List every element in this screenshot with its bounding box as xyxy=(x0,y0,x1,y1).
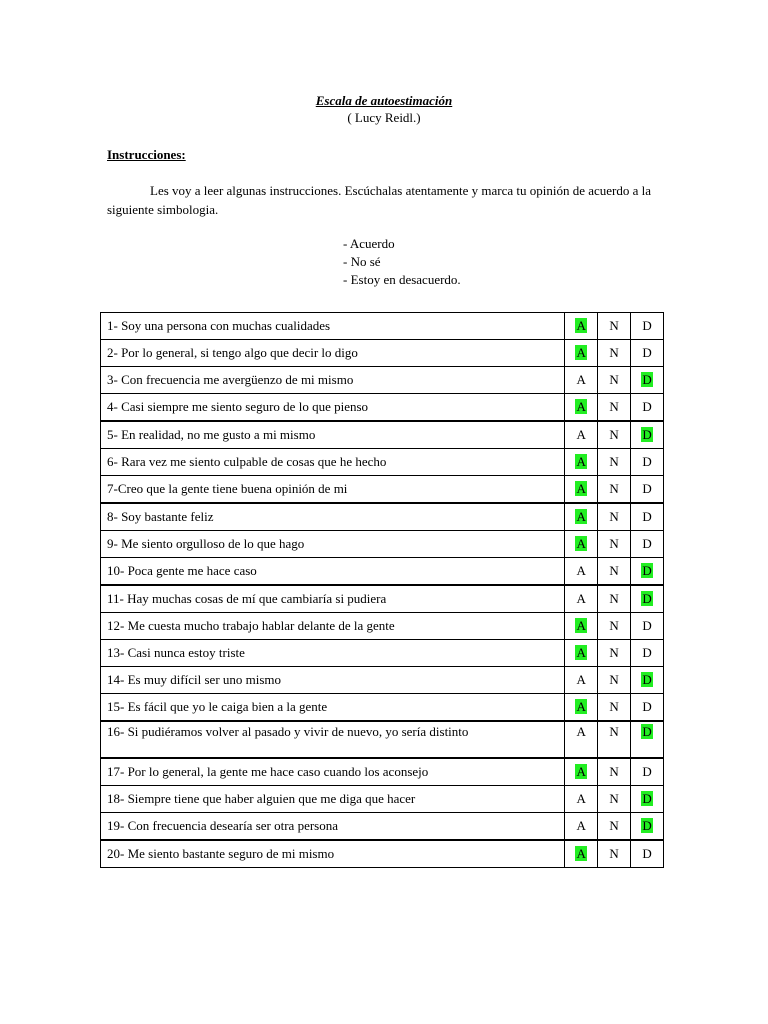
option-cell-a[interactable] xyxy=(565,786,598,813)
question-text: 15- Es fácil que yo le caiga bien a la gente xyxy=(101,694,565,722)
option-label: A xyxy=(576,345,586,360)
option-cell-d[interactable] xyxy=(631,531,664,558)
question-text: 1- Soy una persona con muchas cualidades xyxy=(101,313,565,340)
option-cell-d[interactable] xyxy=(631,421,664,449)
option-cell-d[interactable] xyxy=(631,758,664,786)
option-label: A xyxy=(576,764,586,779)
option-cell-a[interactable] xyxy=(565,640,598,667)
option-cell-a[interactable] xyxy=(565,585,598,613)
option-label: D xyxy=(642,672,652,687)
option-label: D xyxy=(642,536,652,551)
option-cell-n[interactable] xyxy=(598,667,631,694)
option-label: N xyxy=(609,591,619,606)
option-label: N xyxy=(609,345,619,360)
option-label: N xyxy=(609,454,619,469)
option-cell-n[interactable] xyxy=(598,813,631,841)
option-label: D xyxy=(642,345,652,360)
option-cell-n[interactable] xyxy=(598,786,631,813)
option-label: A xyxy=(576,699,586,714)
question-text: 6- Rara vez me siento culpable de cosas que he hecho xyxy=(101,449,565,476)
option-label: A xyxy=(576,372,586,387)
option-cell-n[interactable] xyxy=(598,640,631,667)
option-cell-a[interactable] xyxy=(565,313,598,340)
option-cell-d[interactable] xyxy=(631,840,664,868)
option-cell-d[interactable] xyxy=(631,476,664,504)
option-label: N xyxy=(609,509,619,524)
question-text: 20- Me siento bastante seguro de mi mismo xyxy=(101,840,565,868)
table-row xyxy=(101,367,664,394)
option-label: A xyxy=(576,481,586,496)
option-cell-a[interactable] xyxy=(565,667,598,694)
question-text: 16- Si pudiéramos volver al pasado y vivir de nuevo, yo sería distinto xyxy=(101,721,565,758)
option-label: A xyxy=(576,536,586,551)
option-cell-d[interactable] xyxy=(631,640,664,667)
question-text: 12- Me cuesta mucho trabajo hablar delante de la gente xyxy=(101,613,565,640)
table-row xyxy=(101,449,664,476)
option-cell-d[interactable] xyxy=(631,613,664,640)
option-cell-n[interactable] xyxy=(598,694,631,722)
table-row xyxy=(101,558,664,586)
option-label: N xyxy=(609,724,619,739)
table-row xyxy=(101,313,664,340)
option-cell-n[interactable] xyxy=(598,840,631,868)
option-cell-a[interactable] xyxy=(565,613,598,640)
option-cell-d[interactable] xyxy=(631,694,664,722)
option-cell-n[interactable] xyxy=(598,340,631,367)
option-cell-a[interactable] xyxy=(565,340,598,367)
option-label: A xyxy=(576,509,586,524)
option-label: D xyxy=(642,509,652,524)
instructions-heading: Instrucciones: xyxy=(107,147,186,162)
option-label: N xyxy=(609,699,619,714)
question-text: 13- Casi nunca estoy triste xyxy=(101,640,565,667)
option-cell-d[interactable] xyxy=(631,313,664,340)
option-cell-n[interactable] xyxy=(598,503,631,531)
option-cell-d[interactable] xyxy=(631,813,664,841)
option-cell-d[interactable] xyxy=(631,786,664,813)
option-cell-d[interactable] xyxy=(631,585,664,613)
option-label: D xyxy=(642,791,652,806)
option-label: A xyxy=(576,791,586,806)
question-text: 9- Me siento orgulloso de lo que hago xyxy=(101,531,565,558)
question-text: 14- Es muy difícil ser uno mismo xyxy=(101,667,565,694)
table-row xyxy=(101,476,664,504)
option-label: N xyxy=(609,791,619,806)
option-cell-n[interactable] xyxy=(598,476,631,504)
option-cell-n[interactable] xyxy=(598,758,631,786)
legend-item-agree: - Acuerdo xyxy=(343,236,395,251)
option-cell-n[interactable] xyxy=(598,394,631,422)
option-label: N xyxy=(609,645,619,660)
option-label: D xyxy=(642,563,652,578)
table-row xyxy=(101,813,664,841)
option-label: N xyxy=(609,427,619,442)
option-cell-d[interactable] xyxy=(631,667,664,694)
option-cell-a[interactable] xyxy=(565,503,598,531)
option-cell-a[interactable] xyxy=(565,694,598,722)
option-cell-n[interactable] xyxy=(598,585,631,613)
question-text: 19- Con frecuencia desearía ser otra persona xyxy=(101,813,565,841)
option-label: A xyxy=(576,591,586,606)
question-text: 5- En realidad, no me gusto a mi mismo xyxy=(101,421,565,449)
question-text: 18- Siempre tiene que haber alguien que me diga que hacer xyxy=(101,786,565,813)
question-text: 4- Casi siempre me siento seguro de lo que pienso xyxy=(101,394,565,422)
question-text: 11- Hay muchas cosas de mí que cambiaría si pudiera xyxy=(101,585,565,613)
option-label: A xyxy=(576,427,586,442)
option-cell-d[interactable] xyxy=(631,558,664,586)
legend-list xyxy=(343,235,461,289)
option-label: N xyxy=(609,536,619,551)
option-label: N xyxy=(609,563,619,578)
option-label: A xyxy=(576,399,586,414)
option-label: N xyxy=(609,399,619,414)
table-row xyxy=(101,503,664,531)
question-text: 7-Creo que la gente tiene buena opinión de mi xyxy=(101,476,565,504)
option-label: A xyxy=(576,618,586,633)
legend-item-disagree: - Estoy en desacuerdo. xyxy=(343,272,461,287)
option-cell-d[interactable] xyxy=(631,449,664,476)
option-cell-d[interactable] xyxy=(631,394,664,422)
option-cell-a[interactable] xyxy=(565,721,598,758)
table-row xyxy=(101,840,664,868)
table-row xyxy=(101,421,664,449)
table-row xyxy=(101,340,664,367)
option-label: D xyxy=(642,591,652,606)
option-label: N xyxy=(609,481,619,496)
option-cell-a[interactable] xyxy=(565,840,598,868)
option-label: N xyxy=(609,372,619,387)
option-label: N xyxy=(609,764,619,779)
question-text: 3- Con frecuencia me avergüenzo de mi mismo xyxy=(101,367,565,394)
option-label: D xyxy=(642,618,652,633)
option-label: D xyxy=(642,699,652,714)
table-row xyxy=(101,667,664,694)
option-label: A xyxy=(576,672,586,687)
author-line: ( Lucy Reidl.) xyxy=(347,110,421,125)
option-label: D xyxy=(642,764,652,779)
option-label: D xyxy=(642,427,652,442)
question-text: 17- Por lo general, la gente me hace caso cuando los aconsejo xyxy=(101,758,565,786)
questionnaire-body xyxy=(101,313,664,868)
option-cell-n[interactable] xyxy=(598,721,631,758)
table-row xyxy=(101,758,664,786)
option-label: D xyxy=(642,372,652,387)
option-cell-n[interactable] xyxy=(598,421,631,449)
option-cell-a[interactable] xyxy=(565,558,598,586)
option-label: D xyxy=(642,645,652,660)
option-label: N xyxy=(609,318,619,333)
option-cell-a[interactable] xyxy=(565,476,598,504)
option-label: D xyxy=(642,454,652,469)
question-text: 10- Poca gente me hace caso xyxy=(101,558,565,586)
option-label: N xyxy=(609,818,619,833)
table-row xyxy=(101,585,664,613)
option-cell-n[interactable] xyxy=(598,558,631,586)
option-cell-d[interactable] xyxy=(631,367,664,394)
option-cell-n[interactable] xyxy=(598,449,631,476)
option-cell-d[interactable] xyxy=(631,340,664,367)
option-label: N xyxy=(609,846,619,861)
option-label: A xyxy=(576,563,586,578)
table-row xyxy=(101,531,664,558)
option-cell-a[interactable] xyxy=(565,394,598,422)
option-label: D xyxy=(642,399,652,414)
table-row xyxy=(101,613,664,640)
table-row xyxy=(101,786,664,813)
instructions-paragraph: Les voy a leer algunas instrucciones. Escúchalas atentamente y marca tu opinión de acuerdo a la siguiente simbologia. xyxy=(107,183,652,217)
option-label: A xyxy=(576,846,586,861)
option-cell-n[interactable] xyxy=(598,367,631,394)
option-label: D xyxy=(642,318,652,333)
option-cell-d[interactable] xyxy=(631,503,664,531)
option-label: N xyxy=(609,618,619,633)
option-label: N xyxy=(609,672,619,687)
option-cell-a[interactable] xyxy=(565,449,598,476)
option-label: D xyxy=(642,846,652,861)
option-cell-n[interactable] xyxy=(598,313,631,340)
option-label: D xyxy=(642,818,652,833)
option-label: A xyxy=(576,645,586,660)
question-text: 2- Por lo general, si tengo algo que decir lo digo xyxy=(101,340,565,367)
table-row xyxy=(101,394,664,422)
option-label: A xyxy=(576,724,586,739)
legend-item-unsure: - No sé xyxy=(343,254,381,269)
page-title: Escala de autoestimación xyxy=(315,93,453,108)
option-label: A xyxy=(576,818,586,833)
table-row xyxy=(101,694,664,722)
option-cell-d[interactable] xyxy=(631,721,664,758)
option-cell-n[interactable] xyxy=(598,531,631,558)
option-cell-a[interactable] xyxy=(565,421,598,449)
questionnaire-table xyxy=(100,312,664,868)
option-cell-a[interactable] xyxy=(565,758,598,786)
option-cell-n[interactable] xyxy=(598,613,631,640)
option-cell-a[interactable] xyxy=(565,367,598,394)
question-text: 8- Soy bastante feliz xyxy=(101,503,565,531)
table-row xyxy=(101,721,664,758)
option-label: D xyxy=(642,724,652,739)
option-label: D xyxy=(642,481,652,496)
option-cell-a[interactable] xyxy=(565,531,598,558)
table-row xyxy=(101,640,664,667)
option-label: A xyxy=(576,454,586,469)
option-cell-a[interactable] xyxy=(565,813,598,841)
option-label: A xyxy=(576,318,586,333)
